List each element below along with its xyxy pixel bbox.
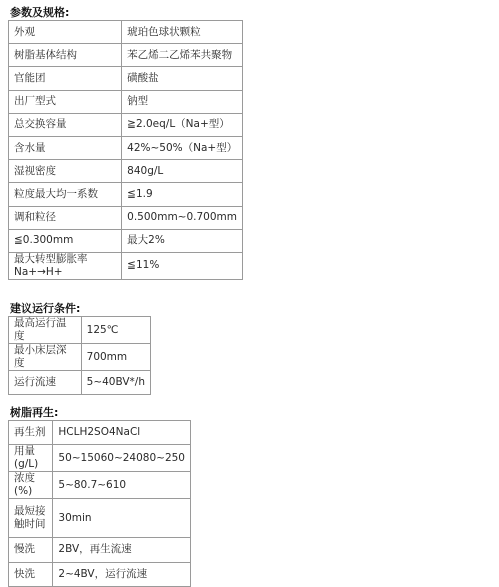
param-value: ≦1.9 xyxy=(122,183,243,206)
regen-label: 再生剂 xyxy=(9,421,53,445)
regeneration-heading: 树脂再生: xyxy=(10,406,59,419)
table-row xyxy=(9,371,151,395)
conditions-heading: 建议运行条件: xyxy=(10,302,81,315)
conditions-table xyxy=(8,316,151,395)
condition-value: 5~40BV*/h xyxy=(81,371,150,395)
param-value: 磺酸盐 xyxy=(122,67,243,90)
condition-label: 运行流速 xyxy=(9,371,82,395)
param-value: 最大2% xyxy=(122,229,243,252)
table-row xyxy=(9,499,191,538)
param-label: 总交换容量 xyxy=(9,113,122,136)
table-row xyxy=(9,445,191,472)
regen-label: 浓度(%) xyxy=(9,472,53,499)
regen-value: HCLH2SO4NaCl xyxy=(53,421,191,445)
table-row xyxy=(9,562,191,586)
param-label: 调和粒径 xyxy=(9,206,122,229)
params-table xyxy=(8,20,243,280)
table-row xyxy=(9,252,243,279)
param-label: 官能团 xyxy=(9,67,122,90)
table-row xyxy=(9,136,243,159)
param-value: 0.500mm~0.700mm xyxy=(122,206,243,229)
table-row xyxy=(9,160,243,183)
table-row xyxy=(9,21,243,44)
condition-label: 最小床层深度 xyxy=(9,344,82,371)
param-label: 最大转型膨胀率Na+→H+ xyxy=(9,252,122,279)
regen-label: 最短接触时间 xyxy=(9,499,53,538)
param-value: 42%~50%（Na+型） xyxy=(122,136,243,159)
param-value: 苯乙烯二乙烯苯共聚物 xyxy=(122,44,243,67)
table-row xyxy=(9,344,151,371)
param-label: 粒度最大均一系数 xyxy=(9,183,122,206)
table-row xyxy=(9,67,243,90)
regen-value: 30min xyxy=(53,499,191,538)
param-value: 840g/L xyxy=(122,160,243,183)
table-row xyxy=(9,44,243,67)
condition-value: 125℃ xyxy=(81,317,150,344)
param-label: 含水量 xyxy=(9,136,122,159)
params-heading: 参数及规格: xyxy=(10,6,70,19)
condition-value: 700mm xyxy=(81,344,150,371)
table-row xyxy=(9,113,243,136)
regen-value: 50~15060~24080~250 xyxy=(53,445,191,472)
table-row xyxy=(9,317,151,344)
regen-value: 2BV，再生流速 xyxy=(53,538,191,562)
regen-value: 2~4BV，运行流速 xyxy=(53,562,191,586)
table-row xyxy=(9,183,243,206)
regen-value: 5~80.7~610 xyxy=(53,472,191,499)
table-row xyxy=(9,229,243,252)
param-value: ≦11% xyxy=(122,252,243,279)
regen-label: 快洗 xyxy=(9,562,53,586)
table-row xyxy=(9,421,191,445)
param-value: 钠型 xyxy=(122,90,243,113)
regen-label: 慢洗 xyxy=(9,538,53,562)
regen-label: 用量(g/L) xyxy=(9,445,53,472)
regeneration-table xyxy=(8,420,191,587)
condition-label: 最高运行温度 xyxy=(9,317,82,344)
param-label: 湿视密度 xyxy=(9,160,122,183)
param-label: 外观 xyxy=(9,21,122,44)
param-label: 树脂基体结构 xyxy=(9,44,122,67)
table-row xyxy=(9,90,243,113)
table-row xyxy=(9,472,191,499)
table-row xyxy=(9,206,243,229)
table-row xyxy=(9,538,191,562)
param-label: 出厂型式 xyxy=(9,90,122,113)
param-value: ≧2.0eq/L（Na+型） xyxy=(122,113,243,136)
param-value: 琥珀色球状颗粒 xyxy=(122,21,243,44)
param-label: ≦0.300mm xyxy=(9,229,122,252)
